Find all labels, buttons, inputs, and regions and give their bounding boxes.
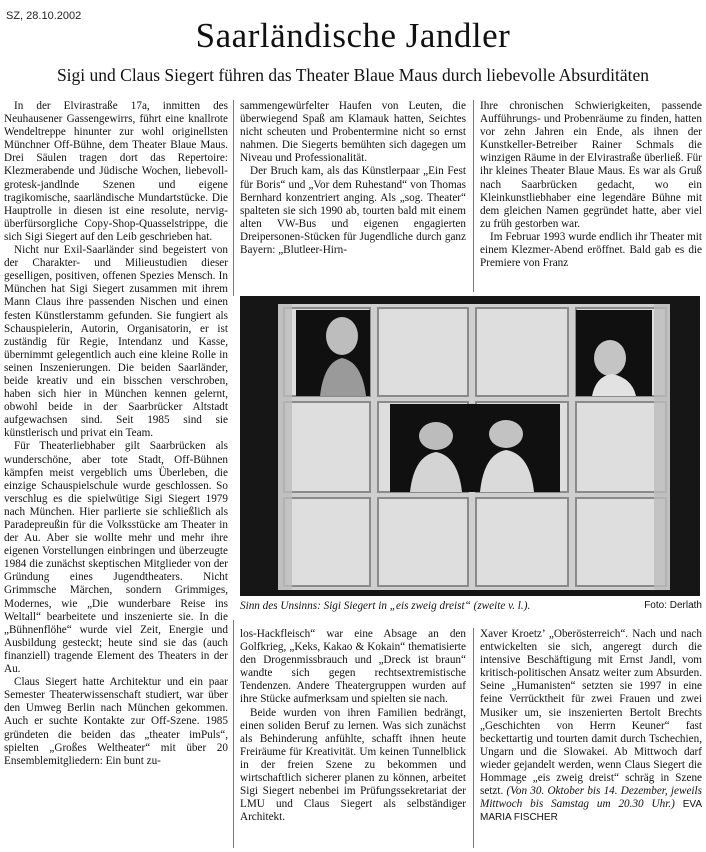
paragraph: sammengewürfelter Haufen von Leuten, die überwiegend Spaß am Klamauk hatten, Seichtes nicht scheuten und Probentermine nicht so ernst nahmen. Die Siegerts bemühten sich dagegen um Niveau und Professionalität.: [240, 100, 466, 165]
paragraph: Claus Siegert hatte Architektur und ein paar Semester Theaterwissenschaft studiert, war über den Umweg Berlin nach München gekommen. Auch er suchte Kontakte zur Off-Szene. 1985 gründeten die beiden das „theater imPuls“, spielten „Großes Weltheater“ mit über 20 Ensemblemitgliedern: Ein bunt zu-: [4, 676, 228, 767]
paragraph: Nicht nur Exil-Saarländer sind begeistert von der Charakter- und Milieustudien dieser geselligen, positiven, offenen Spezies Mensch. In München hat Sigi Siegert zusammen mit ihrem Mann Claus ihre passenden Nischen und einen festen Künstlerstamm gefunden. Sie fungiert als Schauspielerin, Autorin, Organisatorin, er ist zuständig für Regie, Intendanz und Kasse, übernimmt gelegentlich auch eine kleine Rolle in seinen Inszenierungen. Die beiden Saarländer, beide kreativ und ein bisschen verschroben, haben sich hier in München kennen gelernt, obwohl beide in der Saarbrücker Altstadt aufgewachsen sind. Seit 1985 sind sie künstlerisch und privat ein Team.: [4, 244, 228, 440]
article-column-1: [4, 100, 228, 848]
caption-text: Sinn des Unsinns: Sigi Siegert in „eis zweig dreist“ (zweite v. l.).: [240, 600, 531, 612]
paragraph-text: Xaver Kroetz’ „Oberösterreich“. Nach und nach entwickelten sie sich, angeregt durch die intensive Beschäftigung mit Ernst Jandl, vom kritisch-politischen Ansatz weiter zum Absurden. Seine „Humanisten“ setzten sie 1997 in eine feine Verrücktheit für zwei Frauen und zwei Musiker um, sie inszenierten Bertolt Brechts „Geschichten von Herrn Keuner“ fast beckettartig und tourten damit durch Tschechien, Ungarn und die Slowakei. Ab Mittwoch darf wieder gejandelt werden, wenn Claus Siegert die Hommage „eis zweig dreist“ schräg in Szene setzt.: [480, 628, 702, 798]
article-column-3: [480, 100, 702, 292]
paragraph: In der Elvirastraße 17a, inmitten des Neuhausener Gassengewirrs, führt eine knallrote Wendeltreppe hinunter zur wohl originellsten Münchner Off-Bühne, dem Theater Blaue Maus. Drei Säulen tragen dort das Repertoire: Klezmerabende und Jüdische Wochen, liebevoll-grotesk-jandlnde Szenen und eigene tragikomische, saarländische Mundartstücke. Die Hauptrolle in diesen ist eine resolute, nervig-überfürsorgliche Copy-Shop-Quasselstrippe, die sich Sigi Siegert auf den Leib geschrieben hat.: [4, 100, 228, 243]
source-date: SZ, 28.10.2002: [6, 10, 82, 22]
author-byline: EVA MARIA FISCHER: [480, 799, 702, 824]
column-rule: [473, 628, 474, 848]
column-rule: [233, 620, 234, 848]
article-column-3-continued: [480, 628, 702, 848]
theater-scene-photo: [240, 296, 700, 596]
performance-dates: (Von 30. Oktober bis 14. Dezember, jeweils Mittwoch bis Samstag um 20.30 Uhr.): [480, 785, 702, 811]
photo-credit: Foto: Derlath: [644, 600, 702, 611]
column-rule: [473, 100, 474, 292]
article-column-2: [240, 100, 466, 292]
column-rule: [233, 100, 234, 296]
paragraph: Der Bruch kam, als das Künstlerpaar „Ein Fest für Boris“ und „Vor dem Ruhestand“ von Thomas Bernhard konzentriert anging. Als „sog. Theater“ spalteten sie sich 1990 ab, tourten bald mit einem alten VW-Bus und eigenen engagierten Dreipersonen-Stücken für Jugendliche durch ganz Bayern: „Blutleer-Hirn-: [240, 165, 466, 257]
photo-caption: [240, 600, 702, 612]
article-column-2-continued: [240, 628, 466, 848]
headline: Saarländische Jandler: [195, 16, 511, 55]
paragraph: Ihre chronischen Schwierigkeiten, passende Aufführungs- und Probenräume zu finden, hatten vor zehn Jahren ein Ende, als ihnen der Kunstkeller-Betreiber Rainer Schmals die winzigen Räume in der Elvirastraße überließ. Für ihr kleines Theater Blaue Maus. Es war als Gruß nach Saarbrücken gedacht, wo ein Kleinkunstliebhaber eine legendäre Bühne mit dem gleichen Namen gegründet hatte, aber viel zu früh gestorben war.: [480, 100, 702, 230]
paragraph: Im Februar 1993 wurde endlich ihr Theater mit einem Klezmer-Abend eröffnet. Bald gab es die Premiere von Franz: [480, 230, 702, 270]
paragraph: [480, 628, 702, 824]
paragraph: Für Theaterliebhaber gilt Saarbrücken als wunderschöne, aber tote Stadt, Off-Bühnen kämpfen meist vergeblich ums Überleben, die einzige Schauspielschule wurde geschlossen. So verschlug es die spielwütige Sigi Siegert 1979 nach München. Hier parlierte sie schließlich als Paradepreußin für die Volksstücke am Theater in der Au. Aber sie wollte mehr und mehr ihre eigenen Vorstellungen einbringen und überzeugte 1984 die zunächst skeptischen Mitglieder von der Gründung eines Jugendtheaters. Nicht Grimmsche Märchen, sondern Grimmiges, Modernes, wie „Die wunderbare Reise ins Weltall“ bearbeitete und inszenierte sie. In die „Bühnenflöhe“ wurde viel Zeit, Energie und Ausbildung gesteckt; heute sind sie das (auch finanziell) tragende Element des Theaters in der Au.: [4, 440, 228, 676]
subheadline: Sigi und Claus Siegert führen das Theater Blaue Maus durch liebevolle Absurditäten: [56, 65, 650, 85]
paragraph: los-Hackfleisch“ war eine Absage an den Golfkrieg, „Keks, Kakao & Kokain“ thematisierte den Drogenmissbrauch und „Dreck ist braun“ wandte sich gegen rechtsextremistische Tendenzen. Andere Theatergruppen wurden auf ihre Stücke aufmerksam und spielten sie nach.: [240, 628, 466, 706]
article-photo: [240, 296, 700, 596]
paragraph: Beide wurden von ihren Familien bedrängt, einen soliden Beruf zu lernen. Was sich zunächst als Behinderung anfühlte, schafft ihnen heute Freiräume für Kreativität. Um keinen Tunnelblick in der freien Szene zu bekommen und wirtschaftlich sicherer planen zu können, arbeitet Sigi Siegert nebenbei im Prüfungssekretariat der LMU und Claus Siegert als selbständiger Architekt.: [240, 706, 466, 824]
